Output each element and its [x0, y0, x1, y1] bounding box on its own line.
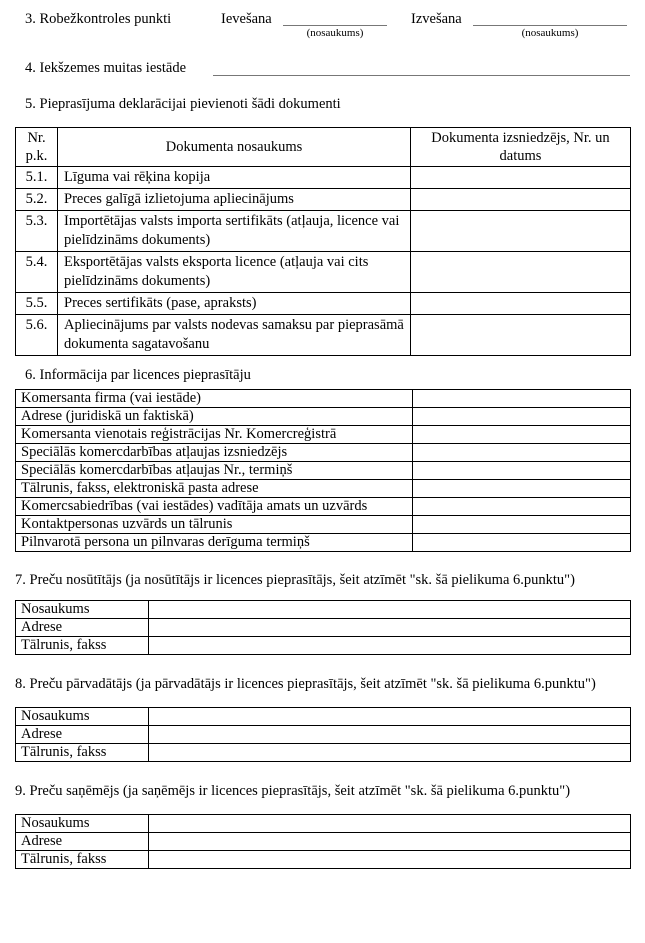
applicant-info-table	[15, 389, 631, 552]
document-name: Apliecinājums par valsts nodevas samaksu par pieprasāmā dokumenta sagatavošanu	[58, 315, 411, 356]
info-label: Komersanta vienotais reģistrācijas Nr. Komercreģistrā	[16, 426, 413, 444]
consignor-table	[15, 600, 631, 655]
info-value-cell[interactable]	[413, 516, 631, 534]
document-row-5-1	[16, 167, 631, 189]
section7-title: 7. Preču nosūtītājs (ja nosūtītājs ir licences pieprasītājs, šeit atzīmēt "sk. šā pielikuma 6.punktu")	[15, 572, 575, 588]
izvesana-label: Izvešana	[411, 11, 462, 27]
document-row-5-2	[16, 189, 631, 211]
documents-header-row	[16, 128, 631, 167]
info-value-cell[interactable]	[413, 390, 631, 408]
info-label: Pilnvarotā persona un pilnvaras derīguma termiņš	[16, 534, 413, 552]
section-4	[25, 59, 630, 77]
document-issuer-cell[interactable]	[411, 189, 631, 211]
info-row-address	[16, 408, 631, 426]
consignor-row-address	[16, 619, 631, 637]
consignee-row-address	[16, 833, 631, 851]
info-value-cell[interactable]	[413, 534, 631, 552]
section9-title: 9. Preču saņēmējs (ja saņēmējs ir licences pieprasītājs, šeit atzīmēt "sk. šā pielikuma 6.punktu")	[15, 783, 571, 799]
party-value-cell[interactable]	[149, 744, 631, 762]
party-value-cell[interactable]	[149, 851, 631, 869]
document-row-5-4	[16, 252, 631, 293]
consignee-row-phone	[16, 851, 631, 869]
ievesana-label: Ievešana	[221, 11, 272, 27]
carrier-table	[15, 707, 631, 762]
info-label: Komersanta firma (vai iestāde)	[16, 390, 413, 408]
info-row-authorized-person	[16, 534, 631, 552]
document-nr: 5.2.	[16, 189, 58, 211]
party-value-cell[interactable]	[149, 833, 631, 851]
carrier-row-name	[16, 708, 631, 726]
customs-office-field[interactable]	[213, 59, 630, 76]
info-value-cell[interactable]	[413, 480, 631, 498]
party-value-cell[interactable]	[149, 619, 631, 637]
izvesana-caption: (nosaukums)	[521, 27, 579, 39]
info-row-registration-nr	[16, 426, 631, 444]
document-nr: 5.4.	[16, 252, 58, 293]
ievesana-field-group	[283, 10, 387, 40]
info-row-manager	[16, 498, 631, 516]
document-nr: 5.6.	[16, 315, 58, 356]
document-row-5-3	[16, 211, 631, 252]
section5-title: 5. Pieprasījuma deklarācijai pievienoti šādi dokumenti	[25, 96, 341, 112]
info-label: Speciālās komercdarbības atļaujas Nr., termiņš	[16, 462, 413, 480]
info-label: Komercsabiedrības (vai iestādes) vadītāja amats un uzvārds	[16, 498, 413, 516]
info-row-permit-nr	[16, 462, 631, 480]
document-issuer-cell[interactable]	[411, 315, 631, 356]
document-issuer-cell[interactable]	[411, 293, 631, 315]
info-row-permit-issuer	[16, 444, 631, 462]
party-label: Nosaukums	[16, 815, 149, 833]
carrier-row-address	[16, 726, 631, 744]
documents-table	[15, 127, 631, 356]
document-name: Importētājas valsts importa sertifikāts (atļauja, licence vai pielīdzināms dokuments)	[58, 211, 411, 252]
info-row-firm	[16, 390, 631, 408]
document-nr: 5.3.	[16, 211, 58, 252]
document-nr: 5.5.	[16, 293, 58, 315]
carrier-row-phone	[16, 744, 631, 762]
section-3	[25, 10, 630, 40]
info-row-phone	[16, 480, 631, 498]
document-issuer-cell[interactable]	[411, 252, 631, 293]
document-issuer-cell[interactable]	[411, 167, 631, 189]
party-value-cell[interactable]	[149, 726, 631, 744]
info-value-cell[interactable]	[413, 408, 631, 426]
party-value-cell[interactable]	[149, 815, 631, 833]
document-issuer-cell[interactable]	[411, 211, 631, 252]
info-value-cell[interactable]	[413, 426, 631, 444]
info-row-contact-person	[16, 516, 631, 534]
party-label: Adrese	[16, 619, 149, 637]
col-header-issuer: Dokumenta izsniedzējs, Nr. un datums	[411, 128, 631, 167]
document-name: Līguma vai rēķina kopija	[58, 167, 411, 189]
izvesana-field-group	[473, 10, 627, 40]
ievesana-caption: (nosaukums)	[306, 27, 364, 39]
info-value-cell[interactable]	[413, 462, 631, 480]
info-label: Tālrunis, fakss, elektroniskā pasta adrese	[16, 480, 413, 498]
consignor-row-name	[16, 601, 631, 619]
document-row-5-5	[16, 293, 631, 315]
consignor-row-phone	[16, 637, 631, 655]
izvesana-field[interactable]	[473, 10, 627, 26]
party-value-cell[interactable]	[149, 637, 631, 655]
ievesana-field[interactable]	[283, 10, 387, 26]
party-value-cell[interactable]	[149, 708, 631, 726]
document-name: Preces sertifikāts (pase, apraksts)	[58, 293, 411, 315]
section8-title: 8. Preču pārvadātājs (ja pārvadātājs ir licences pieprasītājs, šeit atzīmēt "sk. šā pielikuma 6.punktu")	[15, 676, 596, 692]
info-label: Speciālās komercdarbības atļaujas izsniedzējs	[16, 444, 413, 462]
document-name: Eksportētājas valsts eksporta licence (atļauja vai cits pielīdzināms dokuments)	[58, 252, 411, 293]
info-label: Adrese (juridiskā un faktiskā)	[16, 408, 413, 426]
consignee-table	[15, 814, 631, 869]
party-value-cell[interactable]	[149, 601, 631, 619]
section3-label: 3. Robežkontroles punkti	[25, 11, 172, 27]
party-label: Adrese	[16, 726, 149, 744]
section6-title: 6. Informācija par licences pieprasītāju	[25, 367, 251, 383]
document-row-5-6	[16, 315, 631, 356]
consignee-row-name	[16, 815, 631, 833]
col-header-name: Dokumenta nosaukums	[58, 128, 411, 167]
section4-label: 4. Iekšzemes muitas iestāde	[25, 60, 187, 76]
party-label: Tālrunis, fakss	[16, 851, 149, 869]
info-label: Kontaktpersonas uzvārds un tālrunis	[16, 516, 413, 534]
info-value-cell[interactable]	[413, 444, 631, 462]
party-label: Nosaukums	[16, 601, 149, 619]
document-nr: 5.1.	[16, 167, 58, 189]
party-label: Adrese	[16, 833, 149, 851]
col-header-nr: Nr. p.k.	[16, 128, 58, 167]
party-label: Tālrunis, fakss	[16, 744, 149, 762]
document-name: Preces galīgā izlietojuma apliecinājums	[58, 189, 411, 211]
info-value-cell[interactable]	[413, 498, 631, 516]
party-label: Nosaukums	[16, 708, 149, 726]
party-label: Tālrunis, fakss	[16, 637, 149, 655]
